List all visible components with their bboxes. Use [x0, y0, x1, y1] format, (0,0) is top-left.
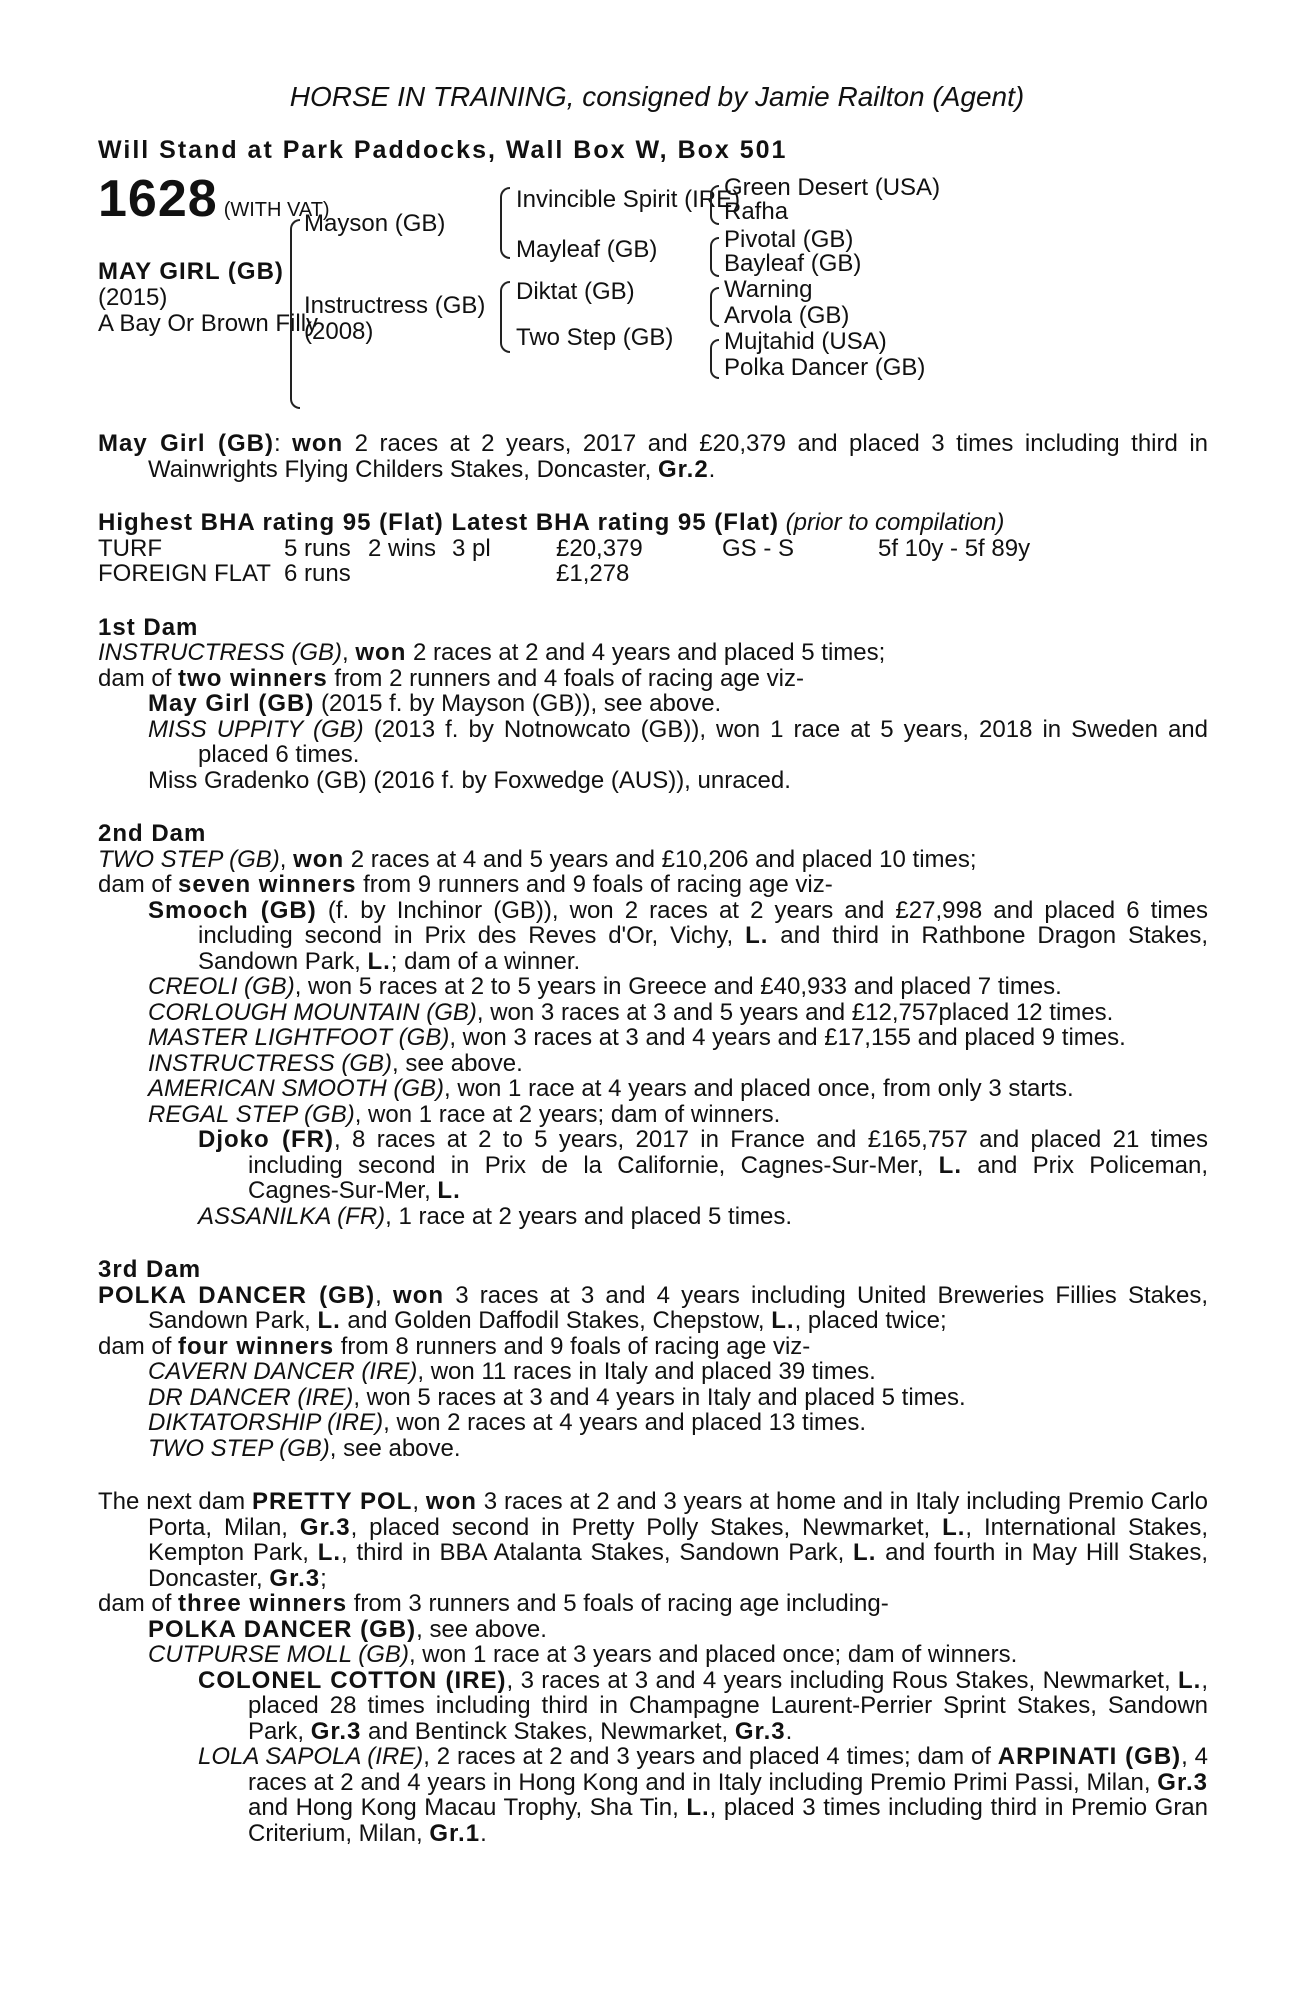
dam-produce: dam of three winners from 3 runners and 5 foals of racing age including-	[98, 1590, 889, 1617]
dam-produce: dam of two winners from 2 runners and 4 foals of racing age viz-	[98, 664, 804, 692]
produce-entry: MISS UPPITY (GB) (2013 f. by Notnowcato (GB)), won 1 race at 5 years, 2018 in Sweden and placed 6 times.	[148, 715, 1208, 768]
dam-produce: dam of seven winners from 9 runners and 9 foals of racing age viz-	[98, 871, 833, 898]
produce-entry: May Girl (GB) (2015 f. by Mayson (GB)), see above.	[148, 690, 722, 717]
sire-sire: Invincible Spirit (IRE)	[516, 186, 741, 213]
sire: Mayson (GB)	[304, 210, 446, 237]
dam-record: INSTRUCTRESS (GB), won 2 races at 2 and 4 years and placed 5 times;	[98, 639, 886, 666]
pedigree-brace	[500, 281, 510, 353]
rating-heading: Highest BHA rating 95 (Flat) Latest BHA rating 95 (Flat) (prior to compilation)	[98, 509, 1005, 536]
rating-section	[98, 510, 1208, 587]
dam-year: (2008)	[304, 318, 374, 345]
produce-entry: INSTRUCTRESS (GB), see above.	[148, 1049, 523, 1077]
record-row: FOREIGN FLAT 6 runs £1,278	[98, 560, 630, 587]
pedigree-brace	[500, 187, 510, 259]
consignor-header: HORSE IN TRAINING, consigned by Jamie Railton (Agent)	[289, 81, 1025, 112]
produce-entry: AMERICAN SMOOTH (GB), won 1 race at 4 years and placed once, from only 3 starts.	[148, 1075, 1074, 1102]
dam: Instructress (GB)	[304, 292, 486, 319]
lot-number-line	[98, 170, 330, 228]
vat-note: (WITH VAT)	[223, 199, 330, 221]
record-row: TURF 5 runs 2 wins 3 pl £20,379 GS - S 5f 10y - 5f 89y	[98, 534, 1031, 562]
produce-entry: Miss Gradenko (GB) (2016 f. by Foxwedge (AUS)), unraced.	[148, 766, 791, 794]
race-summary: May Girl (GB): won 2 races at 2 years, 2017 and £20,379 and placed 3 times including third in Wainwrights Flying Childers Stakes, Doncaster, Gr.2.	[98, 430, 1209, 483]
pedigree-brace	[710, 185, 719, 225]
produce-entry: ASSANILKA (FR), 1 race at 2 years and placed 5 times.	[198, 1202, 793, 1230]
pedigree-brace	[710, 339, 719, 379]
produce-entry: Djoko (FR), 8 races at 2 to 5 years, 2017 in France and £165,757 and placed 21 times including second in Prix de la Californie, Cagnes-Sur-Mer, L. and Prix Policeman, Cagnes-Sur-Mer, L.	[198, 1126, 1209, 1204]
produce-entry: MASTER LIGHTFOOT (GB), won 3 races at 3 and 4 years and £17,155 and placed 9 times.	[148, 1024, 1126, 1051]
next-dam-section	[98, 1489, 1208, 1846]
dam-produce: dam of four winners from 8 runners and 9 foals of racing age viz-	[98, 1332, 811, 1360]
catalogue-page	[98, 80, 1208, 1846]
produce-entry: TWO STEP (GB), see above.	[148, 1434, 461, 1462]
ancestor: Arvola (GB)	[724, 302, 850, 329]
dam-record: The next dam PRETTY POL, won 3 races at 2 and 3 years at home and in Italy including Premio Carlo Porta, Milan, Gr.3, placed second in Pretty Polly Stakes, Newmarket, L., International Stakes, Kempton Park, L., third in BBA Atalanta Stakes, Sandown Park, L. and fourth in May Hill Stakes, Doncaster, Gr.3;	[98, 1488, 1209, 1592]
produce-entry: CORLOUGH MOUNTAIN (GB), won 3 races at 3 and 5 years and £12,757placed 12 times.	[148, 998, 1114, 1026]
horse-year: (2015)	[98, 284, 168, 311]
dam-dam: Two Step (GB)	[516, 324, 674, 351]
ancestor: Bayleaf (GB)	[724, 250, 862, 277]
produce-entry: REGAL STEP (GB), won 1 race at 2 years; dam of winners.	[148, 1100, 781, 1128]
produce-entry: DIKTATORSHIP (IRE), won 2 races at 4 years and placed 13 times.	[148, 1409, 867, 1436]
produce-entry: CREOLI (GB), won 5 races at 2 to 5 years in Greece and £40,933 and placed 7 times.	[148, 973, 1062, 1000]
pedigree-brace	[710, 237, 719, 277]
first-dam-section: 1st Dam INSTRUCTRESS (GB), won 2 races at 2 and 4 years and placed 5 times; dam of two winners from 2 runners and 4 foals of racing age viz- May Girl (GB) (2015 f. by Mayson (GB)), see above. MISS UPPITY (GB) (2013 f. by Notnowcato (GB)), won 1 race at 5 years, 2018 in Sweden and placed 6 times. Miss Gradenko (GB) (2016 f. by Foxwedge (AUS)), unraced.	[98, 613, 1208, 794]
horse-name: MAY GIRL (GB)	[98, 258, 284, 285]
second-dam-section: 2nd Dam TWO STEP (GB), won 2 races at 4 and 5 years and £10,206 and placed 10 times; dam of seven winners from 9 runners and 9 foals of racing age viz- Smooch (GB) (f. by Inchinor (GB)), won 2 races at 2 years and £27,998 and placed 6 times including second in Prix des Reves d'Or, Vichy, L. and third in Rathbone Dragon Stakes, Sandown Park, L.; dam of a winner. CREOLI (GB), won 5 races at 2 to 5 years in Greece and £40,933 and placed 7 times. CORLOUGH MOUNTAIN (GB), won 3 races at 3 and 5 years and £12,757placed 12 times. MASTER LIGHTFOOT (GB), won 3 races at 3 and 4 years and £17,155 and placed 9 times. INSTRUCTRESS (GB), see above. AMERICAN SMOOTH (GB), won 1 race at 4 years and placed once, from only 3 starts. REGAL STEP (GB), won 1 race at 2 years; dam of winners. Djoko (FR), 8 races at 2 to 5 years, 2017 in France and £165,757 and placed 21 times including second in Prix de la Californie, Cagnes-Sur-Mer, L. and Prix Policeman, Cagnes-Sur-Mer, L. ASSANILKA (FR), 1 race at 2 years and placed 5 times.	[98, 820, 1209, 1230]
ancestor: Polka Dancer (GB)	[724, 354, 926, 381]
produce-entry: DR DANCER (IRE), won 5 races at 3 and 4 years in Italy and placed 5 times.	[148, 1383, 966, 1411]
dam-sire: Diktat (GB)	[516, 278, 635, 305]
produce-entry: POLKA DANCER (GB), see above.	[148, 1615, 547, 1643]
ancestor: Pivotal (GB)	[724, 226, 854, 253]
produce-entry: COLONEL COTTON (IRE), 3 races at 3 and 4 years including Rous Stakes, Newmarket, L., placed 28 times including third in Champagne Laurent-Perrier Sprint Stakes, Sandown Park, Gr.3 and Bentinck Stakes, Newmarket, Gr.3.	[198, 1666, 1208, 1745]
sire-dam: Mayleaf (GB)	[516, 236, 658, 263]
third-dam-section: 3rd Dam POLKA DANCER (GB), won 3 races at 3 and 4 years including United Breweries Fillies Stakes, Sandown Park, L. and Golden Daffodil Stakes, Chepstow, L., placed twice; dam of four winners from 8 runners and 9 foals of racing age viz- CAVERN DANCER (IRE), won 11 races in Italy and placed 39 times. DR DANCER (IRE), won 5 races at 3 and 4 years in Italy and placed 5 times. DIKTATORSHIP (IRE), won 2 races at 4 years and placed 13 times. TWO STEP (GB), see above.	[98, 1256, 1208, 1462]
stand-location: Will Stand at Park Paddocks, Wall Box W, Box 501	[98, 135, 788, 164]
ancestor: Rafha	[724, 198, 789, 225]
pedigree-brace	[710, 287, 719, 327]
dam-record: POLKA DANCER (GB), won 3 races at 3 and 4 years including United Breweries Fillies Stakes, Sandown Park, L. and Golden Daffodil Stakes, Chepstow, L., placed twice;	[98, 1281, 1208, 1334]
horse-description: A Bay Or Brown Filly	[98, 310, 319, 337]
dam-record: TWO STEP (GB), won 2 races at 4 and 5 years and £10,206 and placed 10 times;	[98, 845, 977, 873]
lot-number: 1628	[98, 170, 218, 228]
ancestor: Warning	[724, 276, 813, 303]
pedigree-brace	[290, 219, 300, 409]
produce-entry: Smooch (GB) (f. by Inchinor (GB)), won 2 races at 2 years and £27,998 and placed 6 times including second in Prix des Reves d'Or, Vichy, L. and third in Rathbone Dragon Stakes, Sandown Park, L.; dam of a winner.	[148, 896, 1209, 975]
ancestor: Green Desert (USA)	[724, 174, 941, 201]
produce-entry: CAVERN DANCER (IRE), won 11 races in Italy and placed 39 times.	[148, 1358, 876, 1385]
produce-entry: LOLA SAPOLA (IRE), 2 races at 2 and 3 years and placed 4 times; dam of ARPINATI (GB), 4 races at 2 and 4 years in Hong Kong and in Italy including Premio Primi Passi, Milan, Gr.3 and Hong Kong Macau Trophy, Sha Tin, L., placed 3 times including third in Premio Gran Criterium, Milan, Gr.1.	[198, 1743, 1209, 1847]
pedigree-block	[98, 170, 1208, 429]
ancestor: Mujtahid (USA)	[724, 328, 887, 355]
produce-entry: CUTPURSE MOLL (GB), won 1 race at 3 years and placed once; dam of winners.	[148, 1641, 1018, 1668]
